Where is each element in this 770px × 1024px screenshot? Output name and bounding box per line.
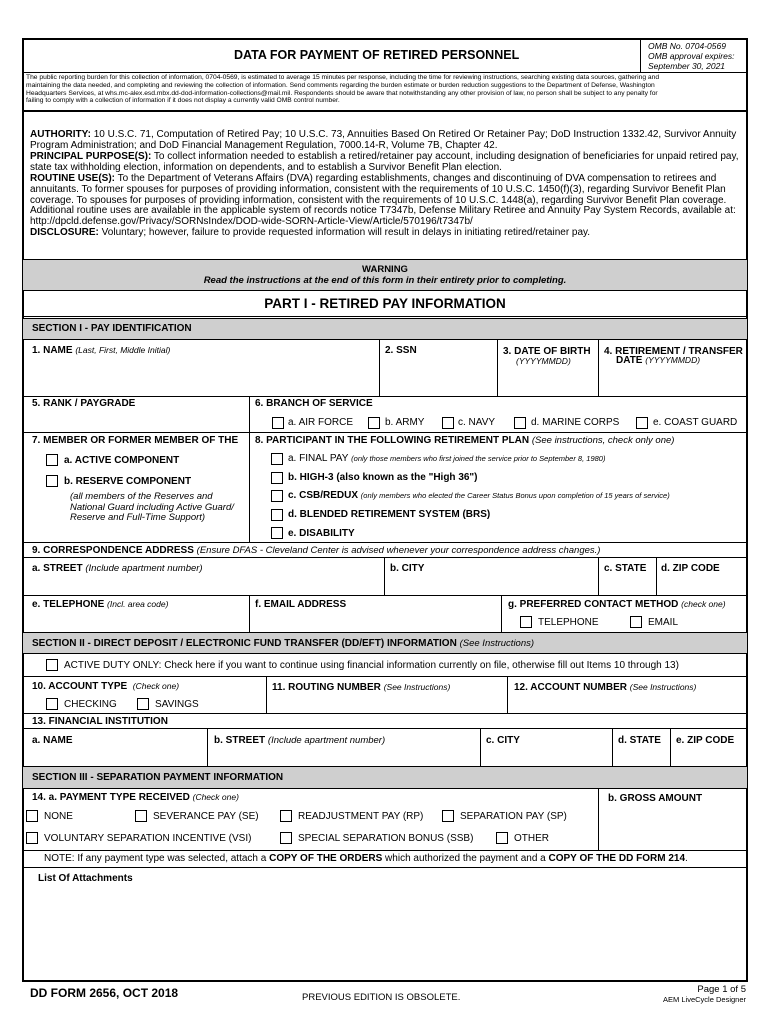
contact-email-label: EMAIL: [648, 617, 679, 628]
checking-checkbox[interactable]: [46, 698, 58, 710]
attachment-note: NOTE: If any payment type was selected, attach a COPY OF THE ORDERS which authorized the payment and a COPY OF THE DD FORM 214.: [44, 853, 688, 864]
plan-brs-checkbox[interactable]: [271, 509, 283, 521]
account-type-label: 10. ACCOUNT TYPE (Check one): [32, 681, 180, 692]
omb-expires: OMB approval expires:: [648, 51, 735, 61]
account-number-field[interactable]: [510, 694, 745, 712]
routine-label: ROUTINE USE(S):: [30, 173, 115, 185]
contact-email-checkbox[interactable]: [630, 616, 642, 628]
authority-text: Program Administration; and DoD Financial Management Regulation, 7000.14-R, Volume 7B, Chapter 42.: [30, 139, 498, 151]
pay-other-checkbox[interactable]: [496, 832, 508, 844]
fin-name-label: a. NAME: [32, 735, 73, 746]
routine-text: http://dpcld.defense.gov/Privacy/SORNsIndex/DOD-wide-SORN-Article-View/Article/570196/t7347b/: [30, 215, 473, 227]
pay-readjustment-label: READJUSTMENT PAY (RP): [298, 811, 424, 822]
fin-street-field[interactable]: [210, 748, 478, 764]
plan-brs-label: d. BLENDED RETIREMENT SYSTEM (BRS): [288, 509, 491, 520]
rank-field[interactable]: [28, 410, 246, 430]
fin-name-field[interactable]: [28, 748, 204, 764]
routing-number-label: 11. ROUTING NUMBER (See Instructions): [272, 682, 451, 693]
plan-final-pay-label: a. FINAL PAY (only those members who first joined the service prior to September 8, 1980): [288, 453, 606, 464]
pay-none-label: NONE: [44, 811, 73, 822]
email-label: f. EMAIL ADDRESS: [255, 599, 347, 610]
branch-coastguard-checkbox[interactable]: [636, 417, 648, 429]
fin-zip-label: e. ZIP CODE: [676, 735, 735, 746]
routine-text: annuitants. To former spouses for purposes of providing information, consistent with the requirements of 10 U.S.C. 1450(f)(3), regarding Survivor Benefit Plan: [30, 183, 726, 195]
dob-field[interactable]: [500, 368, 596, 394]
designer-credit: AEM LiveCycle Designer: [663, 995, 746, 1004]
ssn-field[interactable]: [383, 358, 495, 394]
state-label: c. STATE: [604, 563, 647, 574]
burden-line: The public reporting burden for this collection of information, 0704-0569, is estimated to average 15 minutes per response, including the time for reviewing instructions, searching existing data sources, gathering and: [26, 74, 660, 81]
branch-marines-checkbox[interactable]: [514, 417, 526, 429]
branch-marines-label: d. MARINE CORPS: [531, 417, 620, 428]
plan-high3-label: b. HIGH-3 (also known as the "High 36"): [288, 472, 478, 483]
routine-text: coverage. To spouses for purposes of providing information, consistent with the requirements of 10 U.S.C. 1448(a), regarding Survivor Benefit Plan coverage.: [30, 194, 727, 206]
reserve-note: (all members of the Reserves and National Guard including Active Guard/ Reserve and Full-Time Support): [70, 491, 234, 523]
rank-label: 5. RANK / PAYGRADE: [32, 398, 136, 409]
dob-label: 3. DATE OF BIRTH: [503, 346, 591, 357]
purpose-text: state tax withholding election, information on dependents, and to establish a Survivor Benefit Plan election.: [30, 161, 502, 173]
zip-field[interactable]: [659, 576, 745, 592]
plan-csb-redux-label: c. CSB/REDUX (only members who elected the Career Status Bonus upon completion of 15 years of service): [288, 490, 670, 501]
gross-amount-label: b. GROSS AMOUNT: [608, 793, 703, 804]
member-label: 7. MEMBER OR FORMER MEMBER OF THE: [32, 435, 239, 446]
burden-line: failing to comply with a collection of information if it does not display a currently valid OMB control number.: [26, 97, 340, 105]
pay-ssb-checkbox[interactable]: [280, 832, 292, 844]
burden-line: Headquarters Services, at whs.mc-alex.esd.mbx.dd-dod-information-collections@mail.mil. Respondents should be aware that notwithstanding any other provision of law, no person shall be subject to any penalty for: [26, 89, 658, 97]
fin-state-label: d. STATE: [618, 735, 661, 746]
telephone-field[interactable]: [28, 612, 246, 630]
page-number: Page 1 of 5: [697, 984, 746, 995]
routing-number-field[interactable]: [269, 694, 505, 712]
telephone-label: e. TELEPHONE (Incl. area code): [32, 599, 169, 610]
branch-airforce-label: a. AIR FORCE: [288, 417, 354, 428]
warning-title: WARNING: [362, 264, 408, 275]
correspondence-label: 9. CORRESPONDENCE ADDRESS (Ensure DFAS - Cleveland Center is advised whenever your correspondence address changes.): [32, 545, 601, 556]
attachments-label: List Of Attachments: [38, 873, 133, 884]
street-label: a. STREET (Include apartment number): [32, 563, 203, 574]
section-title: SECTION II - DIRECT DEPOSIT / ELECTRONIC FUND TRANSFER (DD/EFT) INFORMATION (See Instructions): [32, 638, 535, 649]
name-field[interactable]: [28, 358, 374, 394]
warning-text: Read the instructions at the end of this form in their entirety prior to completing.: [203, 275, 567, 286]
obsolete-notice: PREVIOUS EDITION IS OBSOLETE.: [302, 992, 461, 1003]
disclosure-text: Voluntary; however, failure to provide requested information will result in delays in initiating retired/retainer pay.: [98, 227, 591, 239]
name-label: 1. NAME (Last, First, Middle Initial): [32, 345, 171, 356]
email-field[interactable]: [252, 612, 498, 630]
fin-city-field[interactable]: [483, 748, 609, 764]
burden-statement: [26, 74, 746, 105]
plan-final-pay-checkbox[interactable]: [271, 453, 283, 465]
active-duty-label: ACTIVE DUTY ONLY: Check here if you want to continue using financial information currently on file, otherwise fill out Items 10 through 13): [64, 660, 679, 671]
plan-disability-checkbox[interactable]: [271, 527, 283, 539]
branch-coastguard-label: e. COAST GUARD: [653, 417, 738, 428]
retirement-label: 4. RETIREMENT / TRANSFER: [604, 346, 743, 357]
contact-method-label: g. PREFERRED CONTACT METHOD (check one): [508, 599, 726, 610]
disclosure-label: DISCLOSURE:: [30, 227, 99, 239]
part-title: PART I - RETIRED PAY INFORMATION: [264, 296, 506, 311]
branch-navy-label: c. NAVY: [458, 417, 496, 428]
fin-state-field[interactable]: [615, 748, 668, 764]
reserve-component-checkbox[interactable]: [46, 475, 58, 487]
privacy-act: [30, 130, 746, 239]
pay-vsi-label: VOLUNTARY SEPARATION INCENTIVE (VSI): [44, 833, 252, 844]
section-title: SECTION I - PAY IDENTIFICATION: [32, 323, 192, 334]
omb-date: September 30, 2021: [648, 61, 726, 71]
branch-label: 6. BRANCH OF SERVICE: [255, 398, 373, 409]
plan-csb-redux-checkbox[interactable]: [271, 490, 283, 502]
ssn-label: 2. SSN: [385, 345, 417, 356]
section-title: SECTION III - SEPARATION PAYMENT INFORMATION: [32, 772, 284, 783]
purpose-text: To collect information needed to establish a retired/retainer pay account, including designation of beneficiaries for unpaid retired pay,: [151, 151, 739, 163]
pay-none-checkbox[interactable]: [26, 810, 38, 822]
routine-text: Additional routine uses are available in the applicable system of records notice T7347b, Defense Military Retiree and Annuity Pay System Records, available at:: [30, 205, 736, 217]
fin-street-label: b. STREET (Include apartment number): [214, 735, 386, 746]
contact-telephone-checkbox[interactable]: [520, 616, 532, 628]
omb-number: OMB No. 0704-0569: [648, 41, 726, 51]
pay-severance-label: SEVERANCE PAY (SE): [153, 811, 259, 822]
gross-amount-field[interactable]: [601, 806, 745, 848]
account-number-label: 12. ACCOUNT NUMBER (See Instructions): [514, 682, 697, 693]
purpose-label: PRINCIPAL PURPOSE(S):: [30, 151, 152, 163]
routine-text: To the Department of Veterans Affairs (DVA) regarding establishments, changes and discontinuing of DVA compensation to retirees and: [115, 173, 717, 185]
branch-army-checkbox[interactable]: [368, 417, 380, 429]
branch-army-label: b. ARMY: [385, 417, 425, 428]
reserve-component-label: b. RESERVE COMPONENT: [64, 476, 192, 487]
active-component-checkbox[interactable]: [46, 454, 58, 466]
pay-ssb-label: SPECIAL SEPARATION BONUS (SSB): [298, 833, 474, 844]
checking-label: CHECKING: [64, 699, 117, 710]
city-field[interactable]: [387, 576, 595, 592]
pay-separation-checkbox[interactable]: [442, 810, 454, 822]
burden-line: maintaining the data needed, and completing and reviewing the collection of information. Send comments regarding the burden estimate or burden reduction suggestions to the Department of Defense, Washington: [26, 81, 655, 89]
active-duty-checkbox[interactable]: [46, 659, 58, 671]
authority-text: 10 U.S.C. 71, Computation of Retired Pay; 10 U.S.C. 73, Annuities Based On Retired Or Retainer Pay; DoD Instruction 1332.42, Survivor Annuity: [90, 129, 737, 140]
plan-high3-checkbox[interactable]: [271, 472, 283, 484]
branch-navy-checkbox[interactable]: [442, 417, 454, 429]
fin-zip-field[interactable]: [673, 748, 745, 764]
savings-checkbox[interactable]: [137, 698, 149, 710]
retirement-date-field[interactable]: [601, 368, 745, 394]
savings-label: SAVINGS: [155, 699, 199, 710]
pay-readjustment-checkbox[interactable]: [280, 810, 292, 822]
plan-label: 8. PARTICIPANT IN THE FOLLOWING RETIREMENT PLAN (See instructions, check only one): [255, 435, 675, 446]
zip-label: d. ZIP CODE: [661, 563, 720, 574]
city-label: b. CITY: [390, 563, 425, 574]
payment-type-label: 14. a. PAYMENT TYPE RECEIVED (Check one): [32, 792, 239, 803]
contact-telephone-label: TELEPHONE: [538, 617, 599, 628]
dob-hint: (YYYYMMDD): [516, 356, 571, 366]
active-component-label: a. ACTIVE COMPONENT: [64, 455, 180, 466]
pay-other-label: OTHER: [514, 833, 549, 844]
plan-disability-label: e. DISABILITY: [288, 528, 355, 539]
fin-city-label: c. CITY: [486, 735, 520, 746]
form-id: DD FORM 2656, OCT 2018: [30, 986, 179, 1000]
pay-severance-checkbox[interactable]: [135, 810, 147, 822]
attachments-field[interactable]: [28, 887, 744, 977]
form-title: DATA FOR PAYMENT OF RETIRED PERSONNEL: [234, 48, 520, 62]
state-field[interactable]: [601, 576, 653, 592]
pay-separation-label: SEPARATION PAY (SP): [460, 811, 567, 822]
financial-institution-label: 13. FINANCIAL INSTITUTION: [32, 716, 168, 727]
authority-label: AUTHORITY:: [30, 129, 91, 140]
branch-airforce-checkbox[interactable]: [272, 417, 284, 429]
street-field[interactable]: [28, 576, 378, 592]
retirement-label-2: DATE (YYYYMMDD): [616, 355, 701, 366]
pay-vsi-checkbox[interactable]: [26, 832, 38, 844]
